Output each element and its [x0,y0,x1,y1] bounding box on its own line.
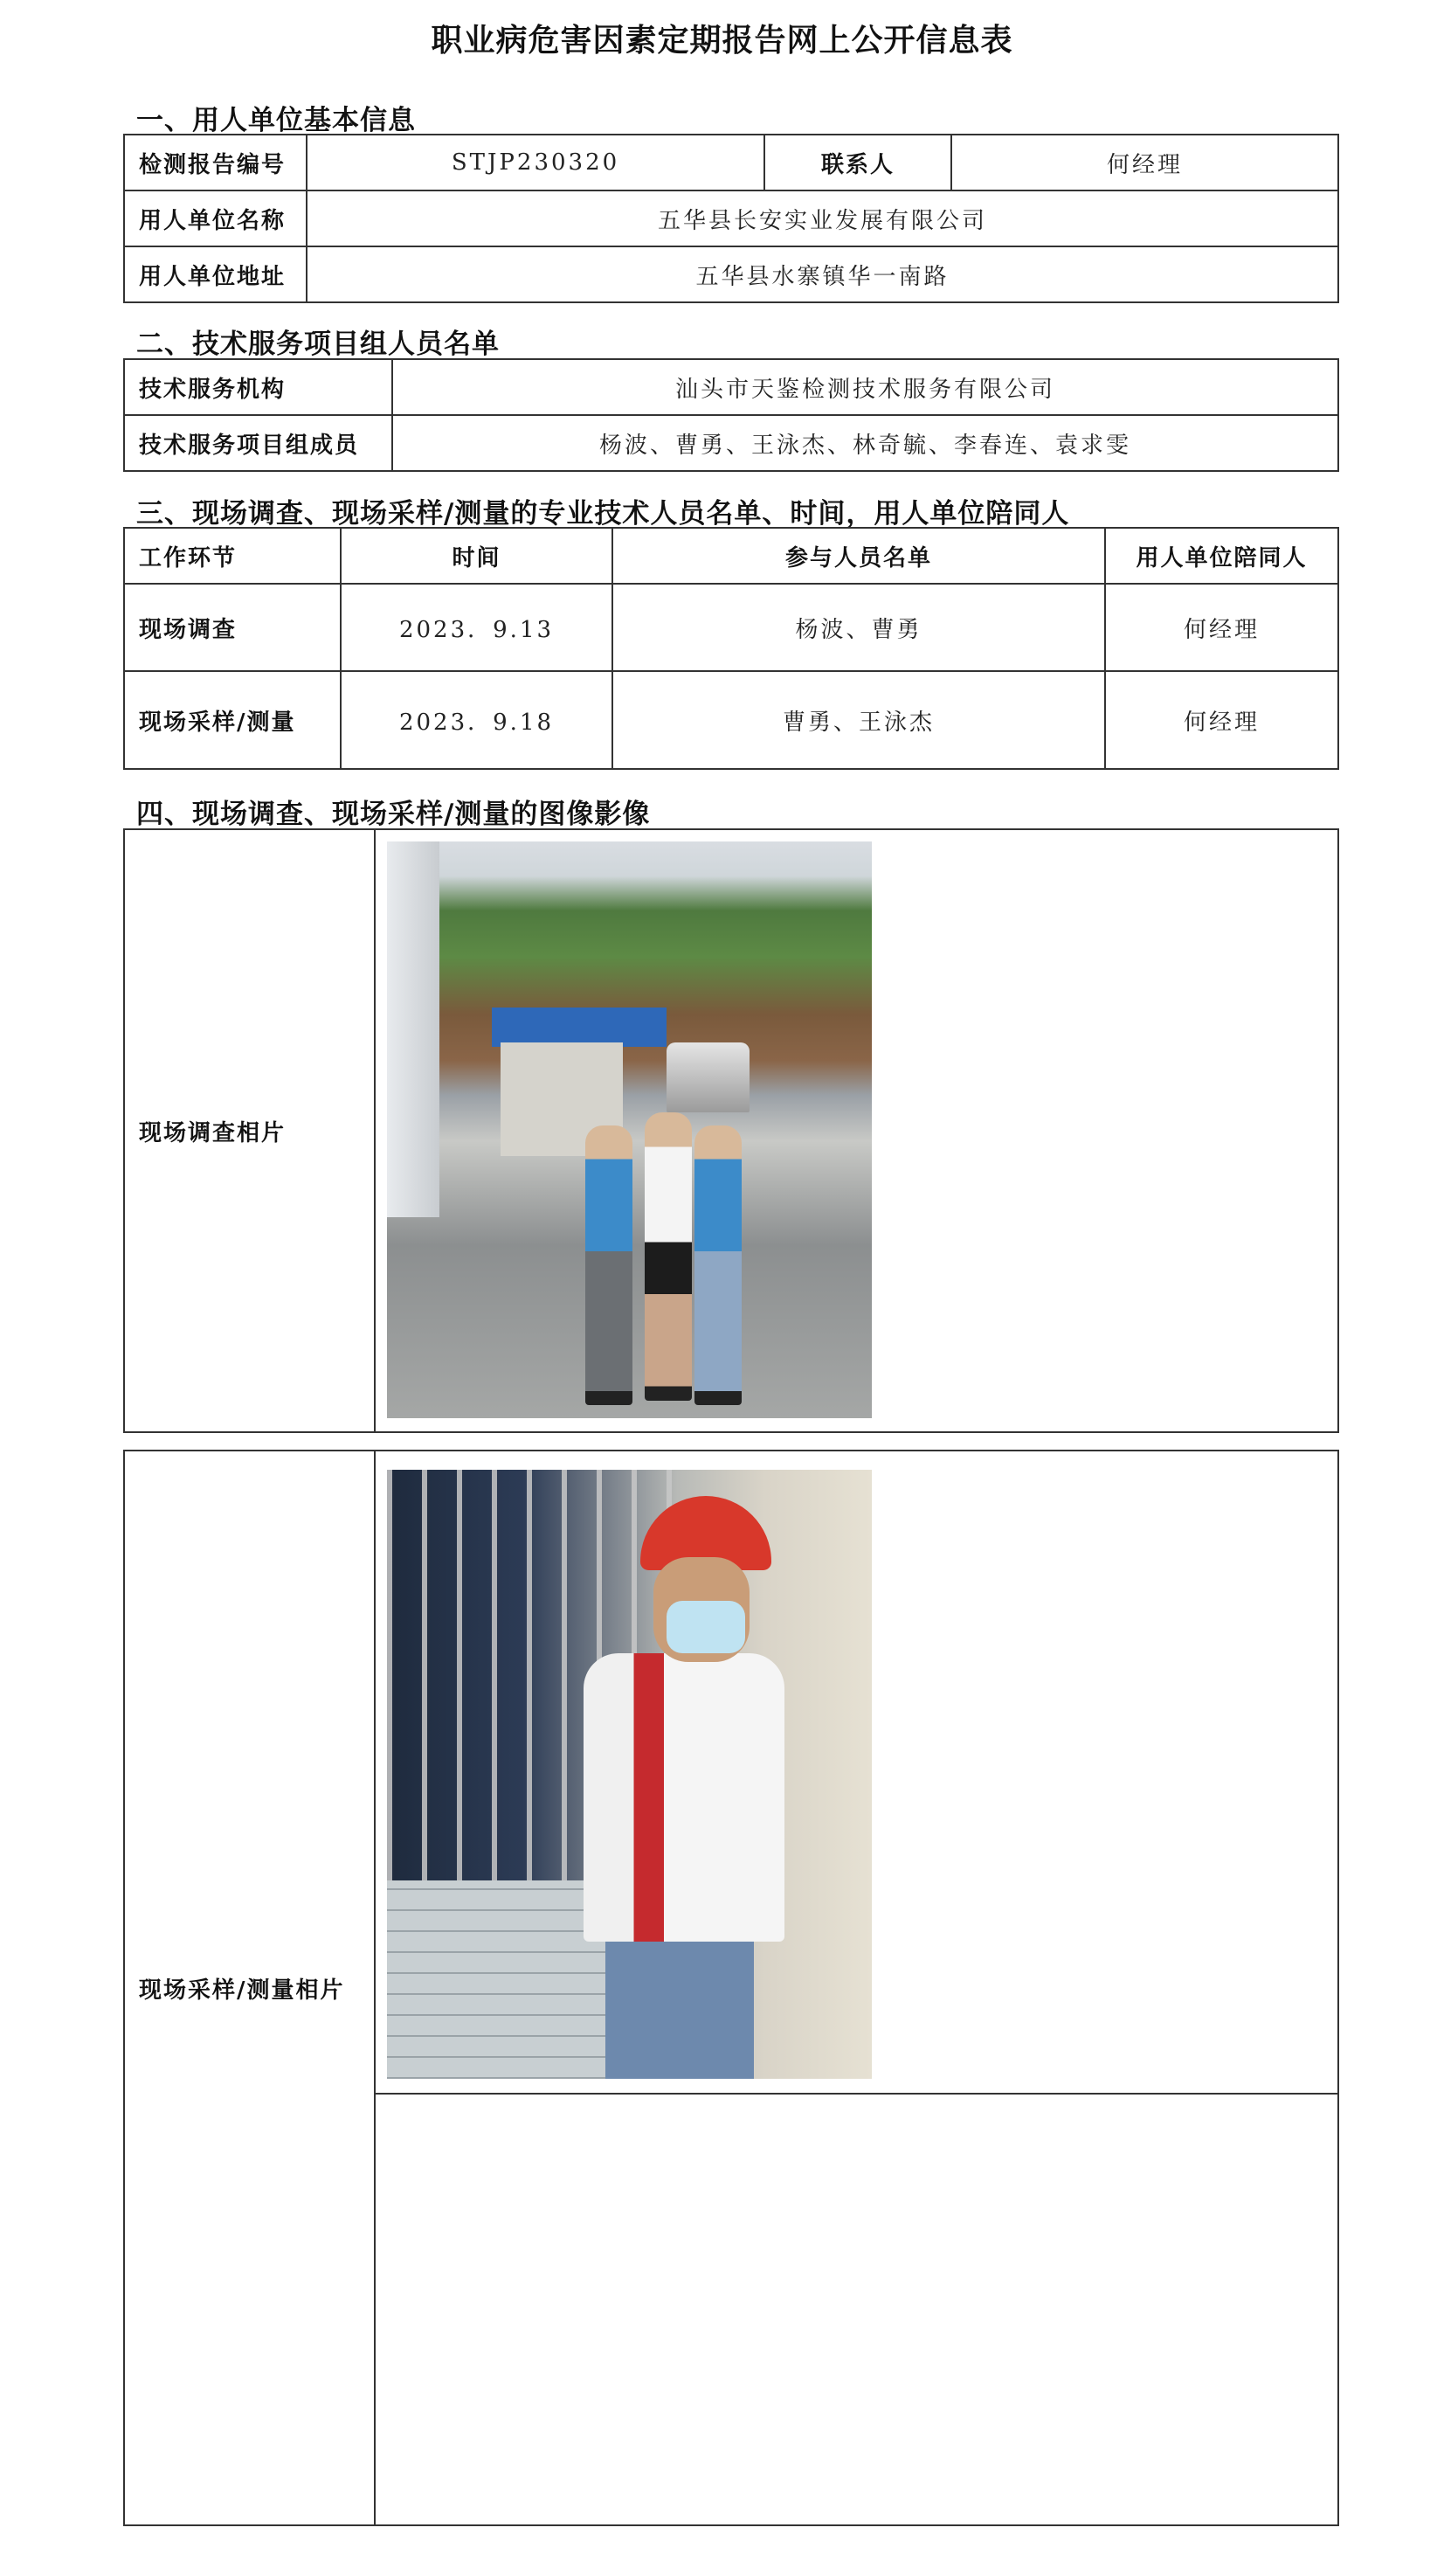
report-no-value: STJP230320 [307,135,764,190]
basic-info-table [123,134,1339,303]
date-cell: 2023．9.18 [341,671,612,769]
empty-photo-cell [375,2094,1338,2525]
section-3-heading: 三、现场调查、现场采样/测量的专业技术人员名单、时间，用人单位陪同人 [136,498,1070,530]
address-value: 五华县水寨镇华一南路 [307,246,1338,302]
table-row [124,671,1338,769]
section-4-heading: 四、现场调查、现场采样/测量的图像影像 [136,799,651,830]
company-label: 用人单位名称 [124,190,307,246]
org-value: 汕头市天鉴检测技术服务有限公司 [392,359,1338,415]
members-label: 技术服务项目组成员 [124,415,392,471]
address-label: 用人单位地址 [124,246,307,302]
header-date: 时间 [341,528,612,584]
header-stage: 工作环节 [124,528,341,584]
company-value: 五华县长安实业发展有限公司 [307,190,1338,246]
stage-cell: 现场调查 [124,584,341,671]
contact-label: 联系人 [764,135,951,190]
survey-photo-label: 现场调查相片 [124,829,375,1432]
staff-cell: 杨波、曹勇 [612,584,1105,671]
contact-value: 何经理 [951,135,1338,190]
escort-cell: 何经理 [1105,671,1338,769]
survey-photo [387,841,872,1418]
section-2-heading: 二、技术服务项目组人员名单 [136,329,500,360]
sampling-photo [387,1470,872,2079]
header-staff: 参与人员名单 [612,528,1105,584]
sampling-photo-label: 现场采样/测量相片 [124,1451,375,2525]
date-cell: 2023．9.13 [341,584,612,671]
escort-cell: 何经理 [1105,584,1338,671]
section-1-heading: 一、用人单位基本信息 [136,105,416,136]
table-row [124,584,1338,671]
org-label: 技术服务机构 [124,359,392,415]
members-value: 杨波、曹勇、王泳杰、林奇毓、李春连、袁求雯 [392,415,1338,471]
document-title: 职业病危害因素定期报告网上公开信息表 [431,23,1013,59]
stage-cell: 现场采样/测量 [124,671,341,769]
fieldwork-table [123,527,1339,770]
report-no-label: 检测报告编号 [124,135,307,190]
team-table [123,358,1339,472]
header-escort: 用人单位陪同人 [1105,528,1338,584]
staff-cell: 曹勇、王泳杰 [612,671,1105,769]
